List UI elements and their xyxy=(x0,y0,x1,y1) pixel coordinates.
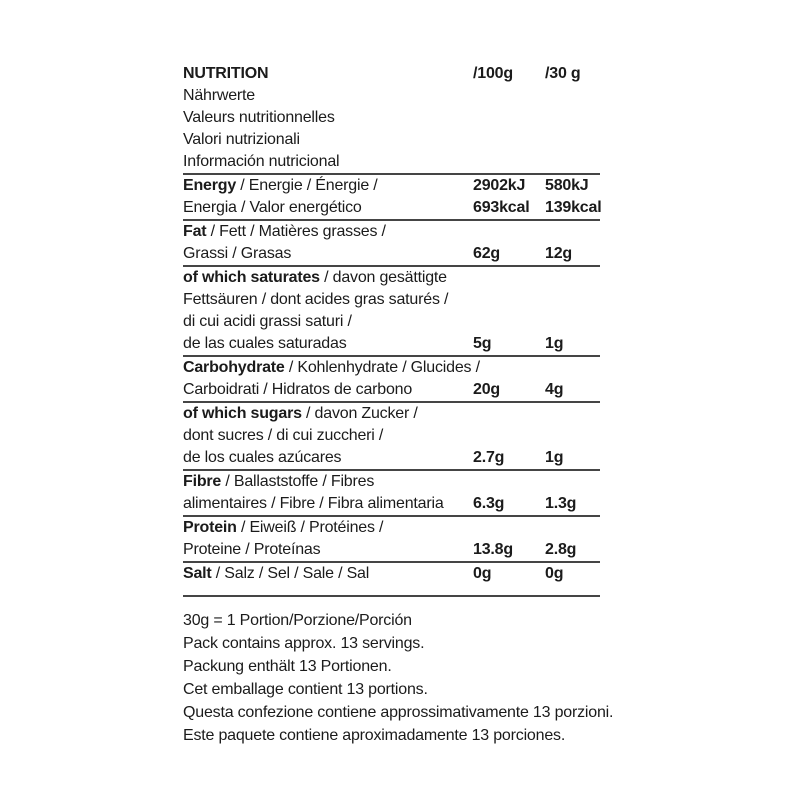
nutrient-line xyxy=(183,333,600,355)
nutrient-label xyxy=(183,517,473,539)
nutrient-label-rest: / Salz / Sel / Sale / Sal xyxy=(211,565,370,582)
nutrient-label-rest: / Kohlenhydrate / Glucides / xyxy=(284,359,480,376)
serving-info-line: Questa confezione contiene approssimativamente 13 porzioni. xyxy=(183,704,614,721)
nutrient-label xyxy=(183,357,480,379)
column-header-per-100g: /100g xyxy=(473,65,513,82)
nutrient-label-bold: of which saturates xyxy=(183,269,320,286)
nutrient-label-rest: Energia / Valor energético xyxy=(183,199,362,216)
nutrient-line xyxy=(183,311,600,333)
nutrient-label-bold: Protein xyxy=(183,519,237,536)
nutrition-section-fibre xyxy=(183,471,600,517)
nutrition-subtitle-text: Valori nutrizionali xyxy=(183,131,300,148)
serving-info-line: 30g = 1 Portion/Porzione/Porción xyxy=(183,612,412,629)
nutrient-line xyxy=(183,471,600,493)
nutrition-subtitles xyxy=(183,85,600,173)
nutrient-line xyxy=(183,403,600,425)
nutrition-subtitle-text: Información nutricional xyxy=(183,153,340,170)
nutrient-label-rest: dont sucres / di cui zuccheri / xyxy=(183,427,384,444)
value-per-100g: 6.3g xyxy=(473,495,505,512)
nutrient-label xyxy=(183,447,473,469)
nutrient-label xyxy=(183,379,473,401)
value-per-30g: 1g xyxy=(545,335,564,352)
nutrition-section-saturates xyxy=(183,267,600,357)
nutrient-label-rest: alimentaires / Fibre / Fibra alimentaria xyxy=(183,495,444,512)
nutrient-label-bold: Carbohydrate xyxy=(183,359,285,376)
nutrient-label-rest: di cui acidi grassi saturi / xyxy=(183,313,352,330)
nutrition-subtitle xyxy=(183,107,600,129)
value-per-30g: 1g xyxy=(545,449,564,466)
nutrition-subtitle xyxy=(183,151,600,173)
nutrition-section-sugars xyxy=(183,403,600,471)
nutrient-line xyxy=(183,563,600,585)
nutrient-line xyxy=(183,267,600,289)
nutrient-line xyxy=(183,197,600,219)
nutrient-line xyxy=(183,289,600,311)
nutrient-line xyxy=(183,175,600,197)
nutrient-label-rest: / Eiweiß / Protéines / xyxy=(236,519,384,536)
nutrition-subtitle xyxy=(183,129,600,151)
nutrient-label xyxy=(183,563,473,585)
serving-info xyxy=(183,609,614,747)
value-per-100g: 693kcal xyxy=(473,199,530,216)
nutrient-label xyxy=(183,425,473,447)
value-per-30g: 4g xyxy=(545,381,564,398)
nutrition-section-energy xyxy=(183,175,600,221)
nutrition-subtitle-text: Valeurs nutritionnelles xyxy=(183,109,335,126)
value-per-30g: 12g xyxy=(545,245,572,262)
nutrient-line xyxy=(183,379,600,401)
value-per-30g: 1.3g xyxy=(545,495,577,512)
value-per-100g: 13.8g xyxy=(473,541,513,558)
value-per-100g: 2.7g xyxy=(473,449,505,466)
nutrient-label xyxy=(183,403,473,425)
nutrient-line xyxy=(183,357,600,379)
nutrition-sections xyxy=(183,175,600,597)
nutrition-subtitle-text: Nährwerte xyxy=(183,87,256,104)
nutrient-label-rest: Grassi / Grasas xyxy=(183,245,292,262)
value-per-30g: 139kcal xyxy=(545,199,602,216)
nutrient-label xyxy=(183,175,473,197)
nutrition-section-protein xyxy=(183,517,600,563)
nutrient-label-rest: / Fett / Matières grasses / xyxy=(206,223,386,240)
nutrient-label xyxy=(183,493,473,515)
value-per-100g: 0g xyxy=(473,565,492,582)
nutrient-label xyxy=(183,197,473,219)
nutrition-title: NUTRITION xyxy=(183,65,269,82)
value-per-30g: 2.8g xyxy=(545,541,577,558)
serving-info-line: Este paquete contiene aproximadamente 13 porciones. xyxy=(183,727,566,744)
nutrient-line xyxy=(183,243,600,265)
nutrient-label-rest: / davon gesättigte xyxy=(319,269,447,286)
nutrient-line xyxy=(183,447,600,469)
serving-info-line: Packung enthält 13 Portionen. xyxy=(183,658,392,675)
nutrient-label-rest: / davon Zucker / xyxy=(301,405,418,422)
nutrition-label xyxy=(183,63,614,747)
serving-info-line: Pack contains approx. 13 servings. xyxy=(183,635,425,652)
nutrient-label-bold: Energy xyxy=(183,177,237,194)
nutrient-label-bold: Fibre xyxy=(183,473,222,490)
nutrient-label-bold: of which sugars xyxy=(183,405,302,422)
nutrition-section-salt xyxy=(183,563,600,597)
value-per-100g: 2902kJ xyxy=(473,177,526,194)
value-per-100g: 62g xyxy=(473,245,500,262)
nutrient-label xyxy=(183,221,473,243)
value-per-30g: 580kJ xyxy=(545,177,589,194)
nutrient-label-rest: de los cuales azúcares xyxy=(183,449,342,466)
nutrient-line xyxy=(183,517,600,539)
column-header-per-30g: /30 g xyxy=(545,65,581,82)
nutrient-label-bold: Fat xyxy=(183,223,207,240)
nutrition-subtitle xyxy=(183,85,600,107)
nutrient-label xyxy=(183,539,473,561)
serving-info-line: Cet emballage contient 13 portions. xyxy=(183,681,428,698)
nutrient-label xyxy=(183,471,473,493)
nutrient-label xyxy=(183,333,473,355)
nutrition-section-fat xyxy=(183,221,600,267)
nutrient-line xyxy=(183,425,600,447)
nutrient-label-rest: / Energie / Énergie / xyxy=(236,177,378,194)
nutrient-line xyxy=(183,221,600,243)
nutrient-label-rest: Carboidrati / Hidratos de carbono xyxy=(183,381,413,398)
nutrient-line xyxy=(183,493,600,515)
nutrient-label-rest: Proteine / Proteínas xyxy=(183,541,321,558)
value-per-30g: 0g xyxy=(545,565,564,582)
nutrient-label-bold: Salt xyxy=(183,565,212,582)
nutrition-title-row xyxy=(183,63,600,85)
value-per-100g: 5g xyxy=(473,335,492,352)
nutrient-label-rest: Fettsäuren / dont acides gras saturés / xyxy=(183,291,449,308)
nutrition-header xyxy=(183,63,600,175)
nutrient-line xyxy=(183,539,600,561)
nutrient-label xyxy=(183,267,473,289)
nutrient-label-rest: de las cuales saturadas xyxy=(183,335,347,352)
nutrient-label xyxy=(183,311,473,333)
nutrient-label-rest: / Ballaststoffe / Fibres xyxy=(221,473,375,490)
nutrition-section-carbohydrate xyxy=(183,357,600,403)
nutrient-label xyxy=(183,243,473,265)
value-per-100g: 20g xyxy=(473,381,500,398)
nutrient-label xyxy=(183,289,473,311)
